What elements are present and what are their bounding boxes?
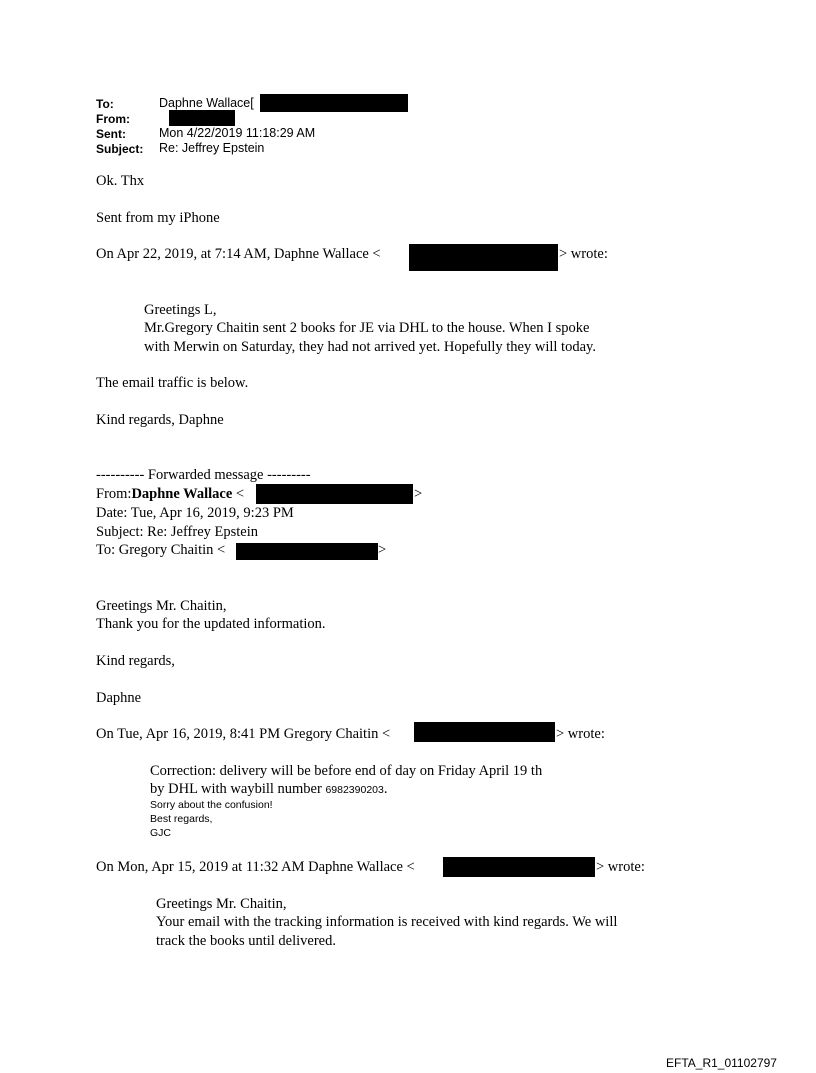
message-closing: Kind regards, Daphne bbox=[96, 412, 224, 428]
to-label: To: bbox=[96, 97, 114, 111]
sent-label: Sent: bbox=[96, 127, 126, 141]
redaction-block bbox=[256, 484, 413, 504]
reply-line: Ok. Thx bbox=[96, 173, 145, 189]
sent-value: Mon 4/22/2019 11:18:29 AM bbox=[159, 126, 316, 140]
message-line: with Merwin on Saturday, they had not arrived yet. Hopefully they will today. bbox=[144, 339, 596, 355]
email-traffic-note: The email traffic is below. bbox=[96, 375, 249, 391]
forward-from: From:Daphne Wallace < bbox=[96, 486, 245, 502]
forward-from-label: From: bbox=[96, 486, 132, 502]
forward-date: Date: Tue, Apr 16, 2019, 9:23 PM bbox=[96, 505, 294, 521]
subject-value: Re: Jeffrey Epstein bbox=[159, 141, 265, 155]
forward-separator: ---------- Forwarded message --------- bbox=[96, 467, 311, 483]
older-greeting: Greetings Mr. Chaitin, bbox=[156, 896, 287, 912]
older-line: Your email with the tracking information is received with kind regards. We will bbox=[156, 914, 618, 930]
quote-intro-tail: > wrote: bbox=[596, 859, 645, 875]
waybill-line: by DHL with waybill number 6982390203. bbox=[150, 781, 388, 797]
forward-subject: Subject: Re: Jeffrey Epstein bbox=[96, 524, 259, 540]
from-label: From: bbox=[96, 112, 130, 126]
quote-intro-gregory: On Tue, Apr 16, 2019, 8:41 PM Gregory Chaitin < bbox=[96, 726, 391, 742]
subject-label: Subject: bbox=[96, 142, 144, 156]
redaction-block bbox=[414, 722, 555, 742]
redaction-block bbox=[409, 244, 558, 271]
forward-signature: Daphne bbox=[96, 690, 142, 706]
best-regards-line: Best regards, bbox=[150, 813, 213, 825]
forward-greeting: Greetings Mr. Chaitin, bbox=[96, 598, 227, 614]
forward-kind-regards: Kind regards, bbox=[96, 653, 175, 669]
waybill-number: 6982390203 bbox=[325, 784, 384, 796]
older-line: track the books until delivered. bbox=[156, 933, 336, 949]
redaction-block bbox=[443, 857, 595, 877]
forward-thanks: Thank you for the updated information. bbox=[96, 616, 326, 632]
quote-intro-tail: > wrote: bbox=[559, 246, 608, 262]
message-line: Mr.Gregory Chaitin sent 2 books for JE via DHL to the house. When I spoke bbox=[144, 320, 590, 336]
forward-from-gt: > bbox=[414, 486, 423, 502]
gjc-signature: GJC bbox=[150, 827, 171, 839]
redaction-block bbox=[169, 110, 235, 126]
redaction-block bbox=[260, 94, 408, 112]
quote-intro-daphne-older: On Mon, Apr 15, 2019 at 11:32 AM Daphne Wallace < bbox=[96, 859, 415, 875]
forward-to: To: Gregory Chaitin < bbox=[96, 542, 226, 558]
redaction-block bbox=[236, 543, 378, 560]
sorry-line: Sorry about the confusion! bbox=[150, 799, 273, 811]
correction-line: Correction: delivery will be before end of day on Friday April 19 th bbox=[150, 763, 543, 779]
quote-intro-daphne: On Apr 22, 2019, at 7:14 AM, Daphne Wallace < bbox=[96, 246, 381, 262]
quote-intro-tail: > wrote: bbox=[556, 726, 605, 742]
forward-to-gt: > bbox=[378, 542, 387, 558]
message-greeting: Greetings L, bbox=[144, 302, 217, 318]
forward-from-name: Daphne Wallace bbox=[131, 486, 233, 502]
document-id: EFTA_R1_01102797 bbox=[666, 1056, 777, 1070]
to-value: Daphne Wallace[ bbox=[159, 96, 254, 110]
reply-signature: Sent from my iPhone bbox=[96, 210, 220, 226]
